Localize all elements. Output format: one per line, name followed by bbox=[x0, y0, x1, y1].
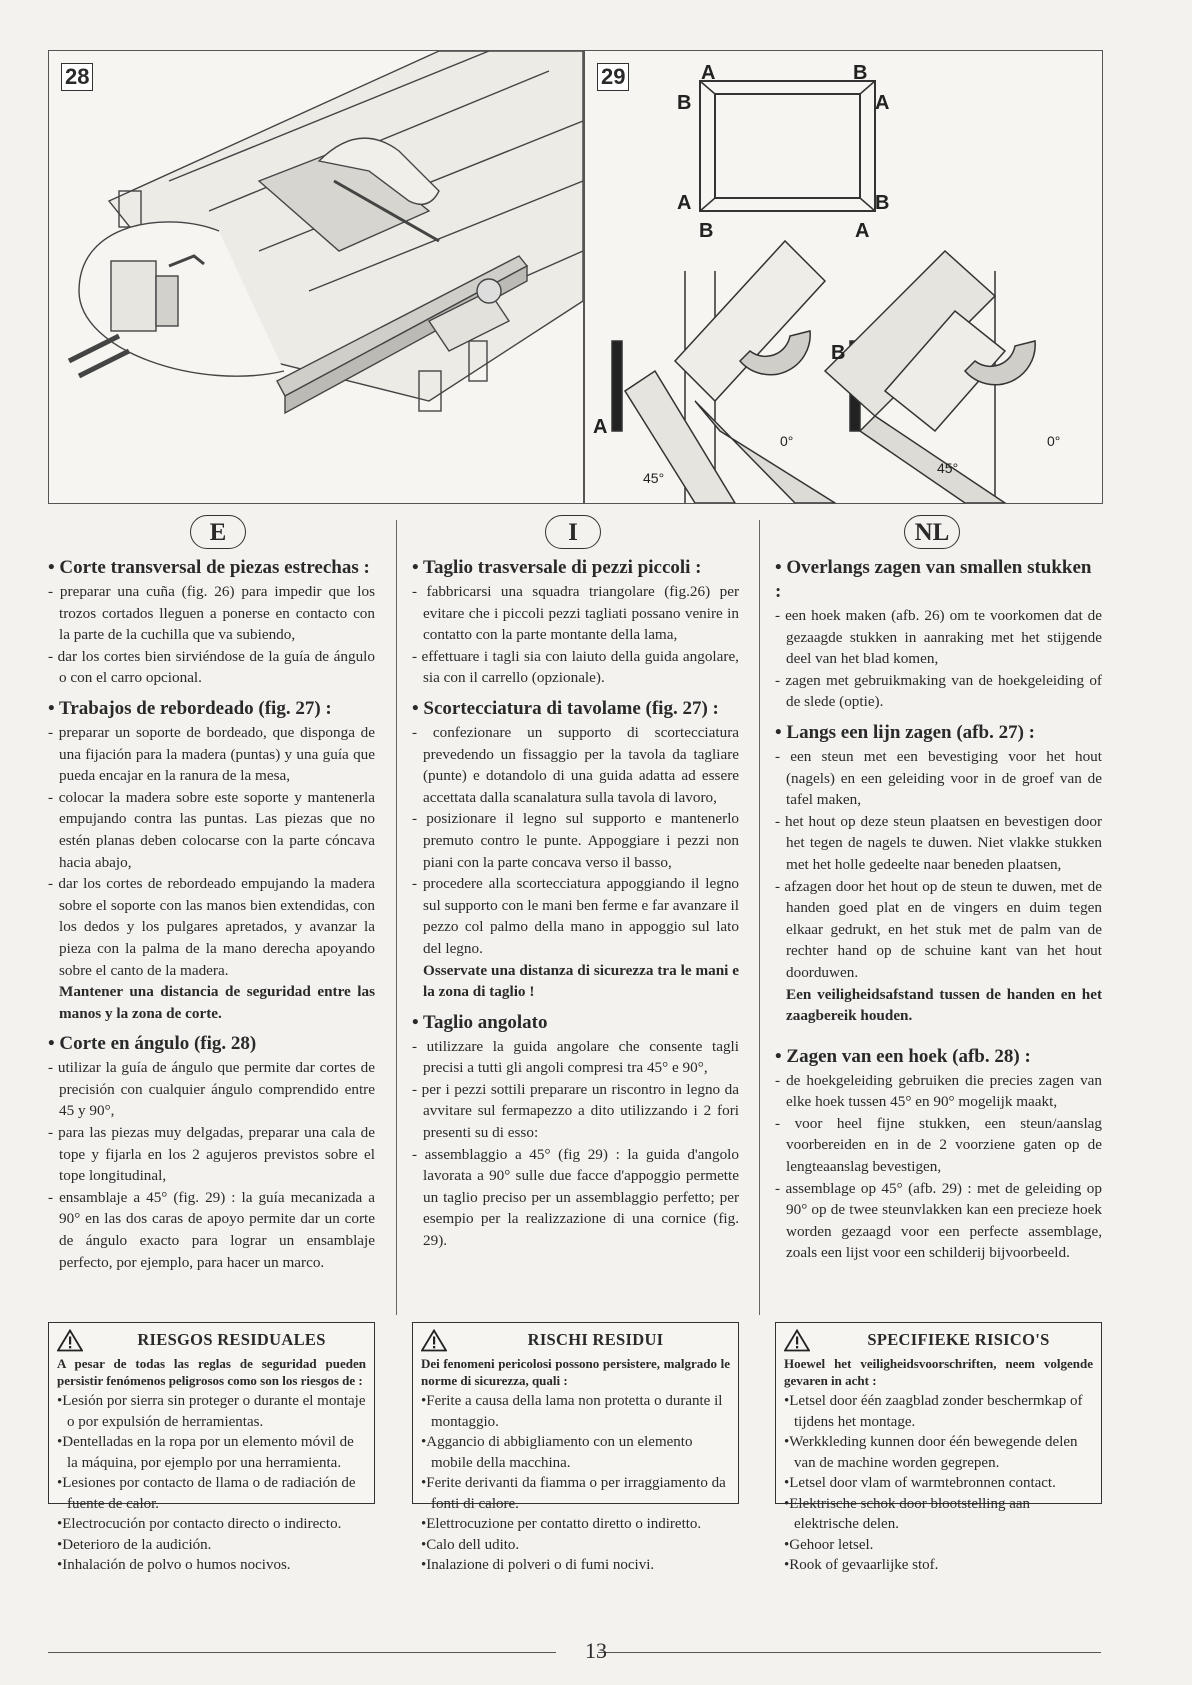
risk-item: • Werkkleding kunnen door één bewegende delen van de machine worden gegrepen. bbox=[784, 1432, 1093, 1473]
risk-item: • Dentelladas en la ropa por un elemento móvil de la máquina, por ejemplo por una herramienta. bbox=[57, 1432, 366, 1473]
lang-badge-i: I bbox=[545, 515, 601, 549]
warning-triangle-icon bbox=[784, 1329, 810, 1352]
table-saw-angle-guide-illustration bbox=[49, 51, 583, 503]
column-spanish bbox=[48, 556, 375, 1273]
risk-box-intro: Dei fenomeni pericolosi possono persistere, malgrado le norme di sicurezza, quali : bbox=[421, 1356, 730, 1388]
risk-item: • Lesiones por contacto de llama o de radiación de fuente de calor. bbox=[57, 1473, 366, 1514]
figure-28 bbox=[48, 50, 584, 504]
label-a-bottom-right: A bbox=[855, 220, 870, 242]
page-number: 13 bbox=[585, 1638, 607, 1663]
list-item: - afzagen door het hout op de steun te duwen, met de handen goed plat en de vingers en duim tegen elkaar gedrukt, en het stuk met de palm van de rechter hand op de schuine kant van het hout doorduwen. bbox=[775, 876, 1102, 984]
risk-item: • Ferite a causa della lama non protetta o durante il montaggio. bbox=[421, 1391, 730, 1432]
label-0-right: 0° bbox=[1047, 433, 1061, 449]
risk-box-intro: A pesar de todas las reglas de seguridad pueden persistir fenómenos peligrosos como son los riesgos de : bbox=[57, 1356, 366, 1388]
label-b-top-right: B bbox=[853, 62, 868, 84]
risk-item: • Inalazione di polveri o di fumi nocivi. bbox=[421, 1555, 730, 1576]
risk-item: • Gehoor letsel. bbox=[784, 1535, 1093, 1556]
list-item: - dar los cortes de rebordeado empujando la madera sobre el soporte con las manos bien extendidas, con los dedos y los pulgares apretados, y avanzar la pieza con la palma de la mano derecha apoyando sobre el canto de la madera. bbox=[48, 873, 375, 981]
risk-item: • Inhalación de polvo o humos nocivos. bbox=[57, 1555, 366, 1576]
list-item: - posizionare il legno sul supporto e mantenerlo premuto contro le punte. Appoggiare i pezzi non piani con la parte concava verso il basso, bbox=[412, 808, 739, 873]
warning-triangle-icon bbox=[421, 1329, 447, 1352]
risk-item: • Electrocución por contacto directo o indirecto. bbox=[57, 1514, 366, 1535]
list-item: - procedere alla scortecciatura appoggiando il legno sul supporto con le mani ben ferme e far avanzare il pezzo col palmo della mano in appoggio sul lato del legno. bbox=[412, 873, 739, 959]
list-item: - een steun met een bevestiging voor het hout (nagels) en een geleiding voor in de groef van de tafel maken, bbox=[775, 746, 1102, 811]
label-a-left-assembly: A bbox=[593, 416, 608, 438]
list-item: - een hoek maken (afb. 26) om te voorkomen dat de gezaagde stukken in aanraking met het stijgende deel van het blad komen, bbox=[775, 605, 1102, 670]
risk-box-intro: Hoewel het veiligheidsvoorschriften, neem volgende gevaren in acht : bbox=[784, 1356, 1093, 1388]
label-45-left: 45° bbox=[643, 470, 665, 486]
risk-box-title: RISCHI RESIDUI bbox=[527, 1330, 664, 1350]
list-item: - zagen met gebruikmaking van de hoekgeleiding of de slede (optie). bbox=[775, 670, 1102, 713]
section-title: • Taglio trasversale di pezzi piccoli : bbox=[412, 557, 702, 578]
list-item: - assemblaggio a 45° (fig 29) : la guida d'angolo lavorata a 90° sulle due facce d'appoggio permette un taglio preciso per un assemblaggio perfetto; per esempio per la realizzazione di una cornice (fig. 29). bbox=[412, 1144, 739, 1252]
list-item: - fabbricarsi una squadra triangolare (fig.26) per evitare che i piccoli pezzi tagliati possano venire in contatto con la parte montante della lama, bbox=[412, 581, 739, 646]
list-item: - preparar un soporte de bordeado, que disponga de una fijación para la madera (puntas) y una guía que pueda encajar en la ranura de la mesa, bbox=[48, 722, 375, 787]
list-item: - ensamblaje a 45° (fig. 29) : la guía mecanizada a 90° en las dos caras de apoyo permite dar un corte de ángulo exacto para lograr un ensamblaje perfecto, por ejemplo, para hacer un marco. bbox=[48, 1187, 375, 1273]
label-b-right-assembly: B bbox=[831, 342, 846, 364]
safety-warning: Een veiligheidsafstand tussen de handen en het zaagbereik houden. bbox=[786, 985, 1102, 1025]
residual-risks-box-nl bbox=[775, 1322, 1102, 1573]
label-b-bottom-left: B bbox=[699, 220, 714, 242]
label-a-bottom-left: A bbox=[677, 192, 692, 214]
section-title: • Zagen van een hoek (afb. 28) : bbox=[775, 1045, 1031, 1067]
label-b-top-left: B bbox=[677, 92, 692, 114]
figure-29-number: 29 bbox=[597, 63, 629, 91]
list-item: - confezionare un supporto di scortecciatura prevedendo un fissaggio per la tavola da tagliare (punte) e dotandolo di una guida adatta ad essere accettata dalla scanalatura sulla tavola di lavoro, bbox=[412, 722, 739, 808]
safety-warning: Mantener una distancia de seguridad entre las manos y la zona de corte. bbox=[59, 983, 375, 1022]
list-item: - colocar la madera sobre este soporte y mantenerla empujando contra las puntas. Las piezas que no estén planas deben colocarse con la parte cóncava hacia abajo, bbox=[48, 787, 375, 873]
label-45-right: 45° bbox=[937, 460, 959, 476]
risk-item: • Elektrische schok door blootstelling aan elektrische delen. bbox=[784, 1494, 1093, 1535]
column-dutch bbox=[775, 556, 1102, 1264]
section-title: • Scortecciatura di tavolame (fig. 27) : bbox=[412, 697, 719, 719]
list-item: - utilizar la guía de ángulo que permite dar cortes de precisión con cualquier ángulo comprendido entre 45 y 90°, bbox=[48, 1057, 375, 1122]
list-item: - per i pezzi sottili preparare un riscontro in legno da avvitare sul fermapezzo a dito utilizzando i 2 fori presenti su di esso: bbox=[412, 1079, 739, 1144]
risk-item: • Calo dell udito. bbox=[421, 1535, 730, 1556]
list-item: - dar los cortes bien sirviéndose de la guía de ángulo o con el carro opcional. bbox=[48, 646, 375, 689]
list-item: - para las piezas muy delgadas, preparar una cala de tope y fijarla en los 2 agujeros previstos sobre el tope longitudinal, bbox=[48, 1122, 375, 1187]
warning-triangle-icon bbox=[57, 1329, 83, 1352]
risk-item: • Rook of gevaarlijke stof. bbox=[784, 1555, 1093, 1576]
column-divider bbox=[396, 520, 397, 1315]
risk-item: • Letsel door één zaagblad zonder beschermkap of tijdens het montage. bbox=[784, 1391, 1093, 1432]
section-title: • Taglio angolato bbox=[412, 1011, 548, 1033]
lang-badge-e: E bbox=[190, 515, 246, 549]
column-italian bbox=[412, 556, 739, 1252]
risk-item: • Aggancio di abbigliamento con un elemento mobile della macchina. bbox=[421, 1432, 730, 1473]
residual-risks-box-i bbox=[412, 1322, 739, 1573]
column-divider bbox=[759, 520, 760, 1315]
residual-risks-box-e bbox=[48, 1322, 375, 1573]
risk-item: • Deterioro de la audición. bbox=[57, 1535, 366, 1556]
list-item: - assemblage op 45° (afb. 29) : met de geleiding op 90° op de twee steunvlakken kan een precieze hoek worden gezaagd voor een perfecte assemblage, zoals een lijst voor een schilderij bijvoorbeeld. bbox=[775, 1178, 1102, 1264]
figure-29 bbox=[584, 50, 1103, 504]
section-title: • Trabajos de rebordeado (fig. 27) : bbox=[48, 697, 332, 719]
lang-badge-nl: NL bbox=[904, 515, 960, 549]
risk-item: • Elettrocuzione per contatto diretto o indiretto. bbox=[421, 1514, 730, 1535]
risk-box-title: SPECIFIEKE RISICO'S bbox=[867, 1330, 1050, 1350]
risk-item: • Letsel door vlam of warmtebronnen contact. bbox=[784, 1473, 1093, 1494]
label-a-top-right: A bbox=[875, 92, 890, 114]
list-item: - effettuare i tagli sia con laiuto della guida angolare, sia con il carrello (opzionale). bbox=[412, 646, 739, 689]
section-title: • Langs een lijn zagen (afb. 27) : bbox=[775, 721, 1035, 743]
risk-item: • Lesión por sierra sin proteger o durante el montaje o por expulsión de herramientas. bbox=[57, 1391, 366, 1432]
list-item: - de hoekgeleiding gebruiken die precies zagen van elke hoek tussen 45° en 90° mogelijk maakt, bbox=[775, 1070, 1102, 1113]
list-item: - voor heel fijne stukken, een steun/aanslag voorbereiden en in de 2 voorziene gaten op de lengteaanslag bevestigen, bbox=[775, 1113, 1102, 1178]
miter-frame-illustration bbox=[585, 51, 1102, 503]
list-item: - het hout op deze steun plaatsen en bevestigen door het tegen de nagels te duwen. Niet vlakke stukken met het holle gedeelte naar beneden plaatsen, bbox=[775, 811, 1102, 876]
label-a-top-left: A bbox=[701, 62, 716, 84]
section-title: • Corte transversal de piezas estrechas : bbox=[48, 557, 370, 578]
risk-box-title: RIESGOS RESIDUALES bbox=[137, 1330, 326, 1350]
section-title: • Corte en ángulo (fig. 28) bbox=[48, 1033, 257, 1055]
section-title: • Overlangs zagen van smallen stukken : bbox=[775, 557, 1092, 602]
list-item: - preparar una cuña (fig. 26) para impedir que los trozos cortados lleguen a ponerse en contacto con la parte de la cuchilla que va subiendo, bbox=[48, 581, 375, 646]
label-0-left: 0° bbox=[780, 433, 794, 449]
figure-28-number: 28 bbox=[61, 63, 93, 91]
safety-warning: Osservate una distanza di sicurezza tra le mani e la zona di taglio ! bbox=[423, 961, 739, 1001]
risk-item: • Ferite derivanti da fiamma o per irraggiamento da fonti di calore. bbox=[421, 1473, 730, 1514]
label-b-bottom-right: B bbox=[875, 192, 890, 214]
list-item: - utilizzare la guida angolare che consente tagli precisi a tutti gli angoli compresi tra 45° e 90°, bbox=[412, 1036, 739, 1079]
